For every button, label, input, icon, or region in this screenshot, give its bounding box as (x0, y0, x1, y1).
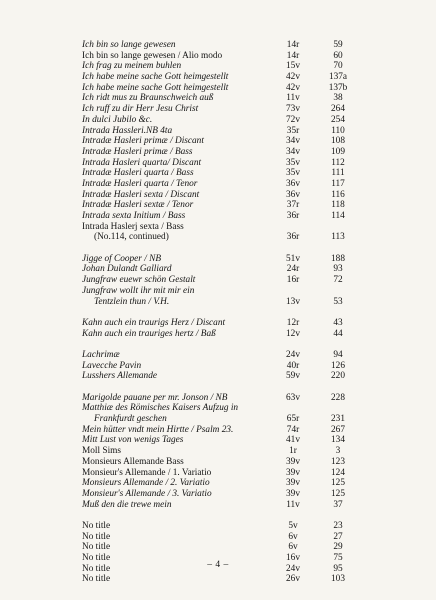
entry-title: Ich ruff zu dir Herr Jesu Christ (82, 104, 199, 115)
index-row (82, 350, 372, 361)
entry-folio: 16r (286, 275, 300, 286)
index-row (82, 393, 372, 404)
entry-folio: 14r (286, 40, 300, 50)
entry-folio: 36v (286, 189, 300, 200)
entry-title: Ich habe meine sache Gott heimgestellt (82, 82, 229, 93)
page-number: – 4 – (207, 560, 229, 570)
entry-number: 72 (333, 275, 343, 286)
index-row (82, 179, 372, 190)
entry-number: 116 (331, 189, 345, 200)
entry-title: Johan Dulandt Galliard (82, 264, 172, 275)
entry-folio: 13v (286, 296, 300, 307)
index-row (82, 574, 372, 585)
entry-title: Intrada Hassleri.NB 4ta (82, 125, 173, 136)
entry-number: 109 (331, 146, 345, 157)
entry-folio: 40r (286, 360, 300, 371)
index-row (82, 83, 372, 94)
entry-number: 70 (333, 61, 343, 72)
entry-title: Lusshers Allemande (82, 371, 157, 382)
entry-title: No title (82, 542, 111, 553)
entry-folio: 39v (286, 478, 300, 489)
index-row (82, 158, 372, 169)
entry-folio: 72v (286, 114, 300, 125)
index-row (82, 61, 372, 72)
index-row (82, 147, 372, 158)
index-row (82, 232, 372, 243)
entry-title: No title (82, 563, 111, 574)
entry-number: 75 (333, 553, 343, 563)
entry-number: 43 (333, 317, 343, 328)
index-row (82, 542, 372, 553)
entry-folio: 41v (286, 435, 300, 446)
entry-folio: 15v (286, 61, 300, 72)
entry-title: Monsieur's Allemande / 3. Variatio (82, 488, 212, 499)
entry-title: Frankfurdt geschen (94, 414, 167, 425)
entry-number: 37 (333, 499, 343, 510)
entry-folio: 12v (286, 328, 300, 339)
index-table (82, 40, 372, 585)
entry-title: Ich bin so lange gewesen / Alio modo (82, 50, 223, 61)
section-spacer (82, 307, 372, 318)
index-row (82, 40, 372, 51)
entry-title: Mein hütter vndt mein Hirtte / Psalm 23. (82, 424, 234, 435)
index-row (82, 104, 372, 115)
entry-number: 188 (331, 253, 345, 264)
entry-folio: 24v (286, 349, 300, 360)
entry-folio: 16v (286, 553, 300, 563)
entry-folio: 35v (286, 168, 300, 179)
index-row (82, 478, 372, 489)
entry-number: 108 (331, 136, 345, 147)
entry-number: 60 (333, 50, 343, 61)
entry-folio: 39v (286, 467, 300, 478)
entry-number: 111 (331, 168, 345, 179)
entry-title: No title (82, 574, 111, 585)
entry-number: 137b (328, 82, 348, 93)
index-row (82, 403, 372, 414)
entry-title: Marigolde pauane per mr. Jonson / NB (82, 392, 228, 403)
entry-number: 114 (331, 211, 345, 221)
entry-title: Intradæ Hasleri sexta / Discant (82, 189, 200, 200)
entry-title: Ich ridt mus zu Braunschweich auß (82, 93, 214, 104)
entry-title: Matthiæ des Römisches Kaisers Aufzug in (82, 403, 239, 414)
entry-folio: 11v (286, 499, 300, 510)
index-row (82, 51, 372, 62)
entry-number: 103 (331, 574, 345, 585)
entry-folio: 11v (286, 93, 300, 104)
entry-folio: 6v (288, 542, 298, 553)
entry-title: Jungfraw wollt ihr mit mir ein (82, 285, 195, 296)
entry-number: 137a (328, 72, 348, 83)
entry-folio: 35v (286, 157, 300, 168)
entry-title: Intrada Haslerj sexta / Bass (82, 221, 184, 232)
entry-folio: 42v (286, 82, 300, 93)
section-spacer (82, 510, 372, 521)
index-row (82, 286, 372, 297)
entry-title: Lavecche Pavin (82, 360, 142, 371)
entry-title: Monsieurs Allemande / 2. Variatio (82, 478, 210, 489)
index-row (82, 136, 372, 147)
index-row (82, 489, 372, 500)
entry-number: 94 (333, 349, 343, 360)
entry-number: 3 (335, 446, 341, 457)
entry-number: 124 (331, 467, 345, 478)
entry-folio: 5v (288, 520, 298, 531)
entry-folio: 36v (286, 178, 300, 189)
entry-folio: 59v (286, 371, 300, 382)
entry-number: 27 (333, 531, 343, 542)
entry-folio: 42v (286, 72, 300, 83)
entry-number: 117 (331, 178, 345, 189)
entry-folio: 65r (286, 414, 300, 425)
index-row (82, 425, 372, 436)
entry-number: 231 (331, 414, 345, 425)
index-row (82, 200, 372, 211)
entry-title: Kahn auch ein trauriges hertz / Baß (82, 328, 216, 339)
entry-title: Muß den die trewe mein (82, 499, 172, 510)
entry-number: 118 (331, 200, 345, 211)
entry-folio: 39v (286, 456, 300, 467)
entry-title: Monsieurs Allemande Bass (82, 456, 184, 467)
entry-folio: 26v (286, 574, 300, 585)
index-row (82, 297, 372, 308)
index-row (82, 264, 372, 275)
entry-number: 110 (331, 125, 345, 136)
entry-folio: 35r (286, 125, 300, 136)
index-row (82, 275, 372, 286)
index-row (82, 446, 372, 457)
entry-title: Intradæ Hasleri primæ / Bass (82, 146, 193, 157)
entry-folio: 24r (286, 264, 300, 275)
section-spacer (82, 382, 372, 393)
index-row (82, 361, 372, 372)
index-row (82, 521, 372, 532)
entry-number: 228 (331, 392, 345, 403)
entry-title: Jigge of Cooper / NB (82, 253, 162, 264)
entry-folio: 51v (286, 253, 300, 264)
entry-folio: 34v (286, 146, 300, 157)
entry-title: Jungfraw euewr schön Gestalt (82, 275, 196, 286)
entry-title: Mitt Lust von wenigs Tages (82, 435, 184, 446)
index-row (82, 435, 372, 446)
entry-number: 59 (333, 40, 343, 50)
entry-title: Intrada Hasleri quarta/ Discant (82, 157, 202, 168)
entry-title: Intradæ Hasleri sextæ / Tenor (82, 200, 194, 211)
entry-title: No title (82, 553, 111, 563)
entry-folio: 39v (286, 488, 300, 499)
entry-folio: 36r (286, 232, 300, 243)
index-row (82, 211, 372, 222)
entry-number: 113 (331, 232, 345, 243)
entry-folio: 34v (286, 136, 300, 147)
entry-number: 123 (331, 456, 345, 467)
entry-number: 38 (333, 93, 343, 104)
entry-folio: 14r (286, 50, 300, 61)
index-row (82, 457, 372, 468)
section-spacer (82, 339, 372, 350)
index-row (82, 93, 372, 104)
entry-title: Lachrimæ (82, 349, 120, 360)
index-row (82, 414, 372, 425)
entry-title: Kahn auch ein traurigs Herz / Discant (82, 317, 226, 328)
index-row (82, 371, 372, 382)
entry-title: Intradæ Hasleri primæ / Discant (82, 136, 204, 147)
entry-number: 134 (331, 435, 345, 446)
entry-title: Ich frag zu meinem buhlen (82, 61, 182, 72)
entry-title: No title (82, 531, 111, 542)
entry-title: Intradæ Hasleri quarta / Bass (82, 168, 194, 179)
entry-folio: 12r (286, 317, 300, 328)
entry-title: Tentzlein thun / V.H. (94, 296, 170, 307)
entry-folio: 37r (286, 200, 300, 211)
index-row (82, 329, 372, 340)
entry-title: (No.114, continued) (94, 232, 169, 243)
index-row (82, 115, 372, 126)
entry-number: 267 (331, 424, 345, 435)
index-row (82, 222, 372, 233)
entry-number: 254 (331, 114, 345, 125)
entry-title: Monsieur's Allemande / 1. Variatio (82, 467, 212, 478)
entry-number: 23 (333, 520, 343, 531)
entry-number: 53 (333, 296, 343, 307)
index-row (82, 72, 372, 83)
entry-number: 29 (333, 542, 343, 553)
index-row (82, 126, 372, 137)
index-row (82, 318, 372, 329)
index-row (82, 168, 372, 179)
entry-title: No title (82, 520, 111, 531)
entry-number: 95 (333, 563, 343, 574)
entry-folio: 1r (289, 446, 297, 457)
entry-folio: 73v (286, 104, 300, 115)
entry-folio: 6v (288, 531, 298, 542)
index-row (82, 500, 372, 511)
entry-number: 112 (331, 157, 345, 168)
entry-title: Ich habe meine sache Gott heimgestellt (82, 72, 229, 83)
entry-title: Ich bin so lange gewesen (82, 40, 176, 50)
entry-title: Intradæ Hasleri quarta / Tenor (82, 178, 198, 189)
entry-title: Moll Sims (82, 446, 122, 457)
section-spacer (82, 243, 372, 254)
index-row (82, 190, 372, 201)
entry-folio: 36r (286, 211, 300, 221)
index-row (82, 532, 372, 543)
entry-number: 125 (331, 488, 345, 499)
index-row (82, 254, 372, 265)
index-row (82, 468, 372, 479)
entry-number: 125 (331, 478, 345, 489)
entry-number: 126 (331, 360, 345, 371)
entry-title: Intrada sexta Initium / Bass (82, 211, 186, 221)
entry-folio: 24v (286, 563, 300, 574)
entry-title: In dulci Jubilo &c. (82, 114, 153, 125)
entry-number: 44 (333, 328, 343, 339)
entry-folio: 63v (286, 392, 300, 403)
entry-number: 220 (331, 371, 345, 382)
entry-number: 264 (331, 104, 345, 115)
entry-number: 93 (333, 264, 343, 275)
entry-folio: 74r (286, 424, 300, 435)
